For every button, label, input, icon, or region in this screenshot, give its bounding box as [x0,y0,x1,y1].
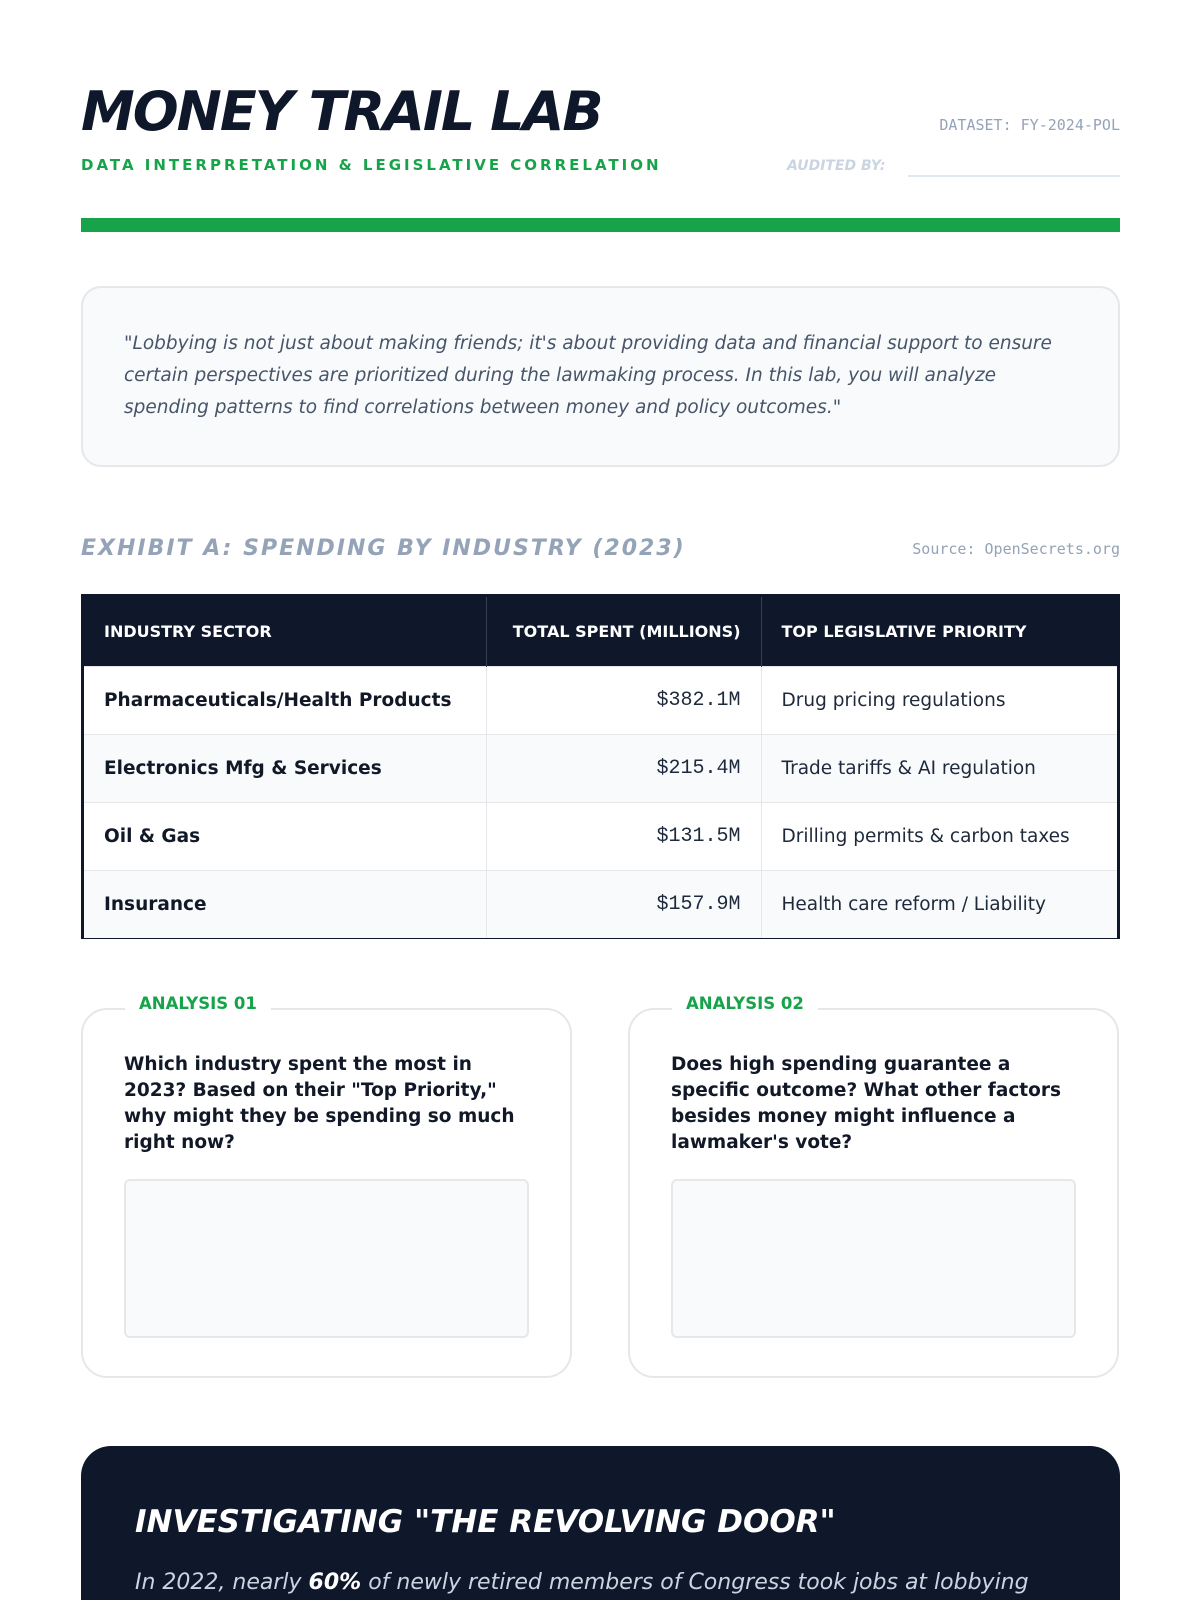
body-text: In 2022, nearly [135,1570,309,1595]
exhibit-title: EXHIBIT A: SPENDING BY INDUSTRY (2023) [81,536,686,561]
priority-cell: Drug pricing regulations [781,689,1006,711]
column-header: TOP LEGISLATIVE PRIORITY [781,621,1027,641]
spent-cell: $131.5M [486,802,761,870]
intro-quote-box [81,286,1120,467]
analysis-card-02 [628,994,1119,1378]
column-header: INDUSTRY SECTOR [84,597,486,666]
analysis-card-01 [81,994,572,1378]
body-text: of newly retired members of Congress took jobs at lobbying [361,1570,1029,1595]
page-subtitle: DATA INTERPRETATION & LEGISLATIVE CORRELATION [81,156,662,174]
answer-box[interactable] [671,1179,1076,1338]
table-row [84,802,1117,870]
priority-cell: Health care reform / Liability [781,893,1046,915]
column-header: TOTAL SPENT (MILLIONS) [486,597,761,666]
analysis-label: ANALYSIS 01 [125,994,271,1013]
header-divider [81,218,1120,232]
sector-cell: Electronics Mfg & Services [84,734,486,802]
spending-table [81,594,1120,939]
sector-cell: Insurance [84,870,486,938]
priority-cell: Drilling permits & carbon taxes [781,825,1070,847]
priority-cell: Trade tariffs & AI regulation [781,757,1036,779]
sector-cell: Pharmaceuticals/Health Products [84,666,486,734]
spent-cell: $382.1M [486,666,761,734]
page-title: MONEY TRAIL LAB [81,80,602,143]
table-row [84,734,1117,802]
intro-quote-text: "Lobbying is not just about making friends; it's about providing data and financial support to ensure certain perspectives are prioritized during the lawmaking process. In this lab, you will analyze spending patterns to find correlations between money and policy outcomes." [124,333,1052,418]
audited-by-field[interactable] [908,175,1120,177]
answer-box[interactable] [124,1179,529,1338]
analysis-question: Which industry spent the most in 2023? Based on their "Top Priority," why might they be spending so much right now? [124,1054,515,1153]
revolving-door-title: INVESTIGATING "THE REVOLVING DOOR" [135,1504,836,1540]
spent-cell: $157.9M [486,870,761,938]
spent-cell: $215.4M [486,734,761,802]
analysis-question: Does high spending guarantee a specific outcome? What other factors besides money might influence a lawmaker's vote? [671,1054,1061,1153]
analysis-label: ANALYSIS 02 [672,994,818,1013]
sector-cell: Oil & Gas [84,802,486,870]
audited-by-label: AUDITED BY: [787,158,886,174]
worksheet-page [81,0,1120,1600]
revolving-door-body [135,1570,1066,1595]
table-header-row [84,597,1117,666]
header [81,82,1120,182]
revolving-door-panel [81,1446,1120,1600]
table-row [84,870,1117,938]
exhibit-source: Source: OpenSecrets.org [912,540,1120,558]
dataset-id: DATASET: FY-2024-POL [939,116,1120,134]
table-row [84,666,1117,734]
body-highlight: 60% [308,1570,362,1595]
